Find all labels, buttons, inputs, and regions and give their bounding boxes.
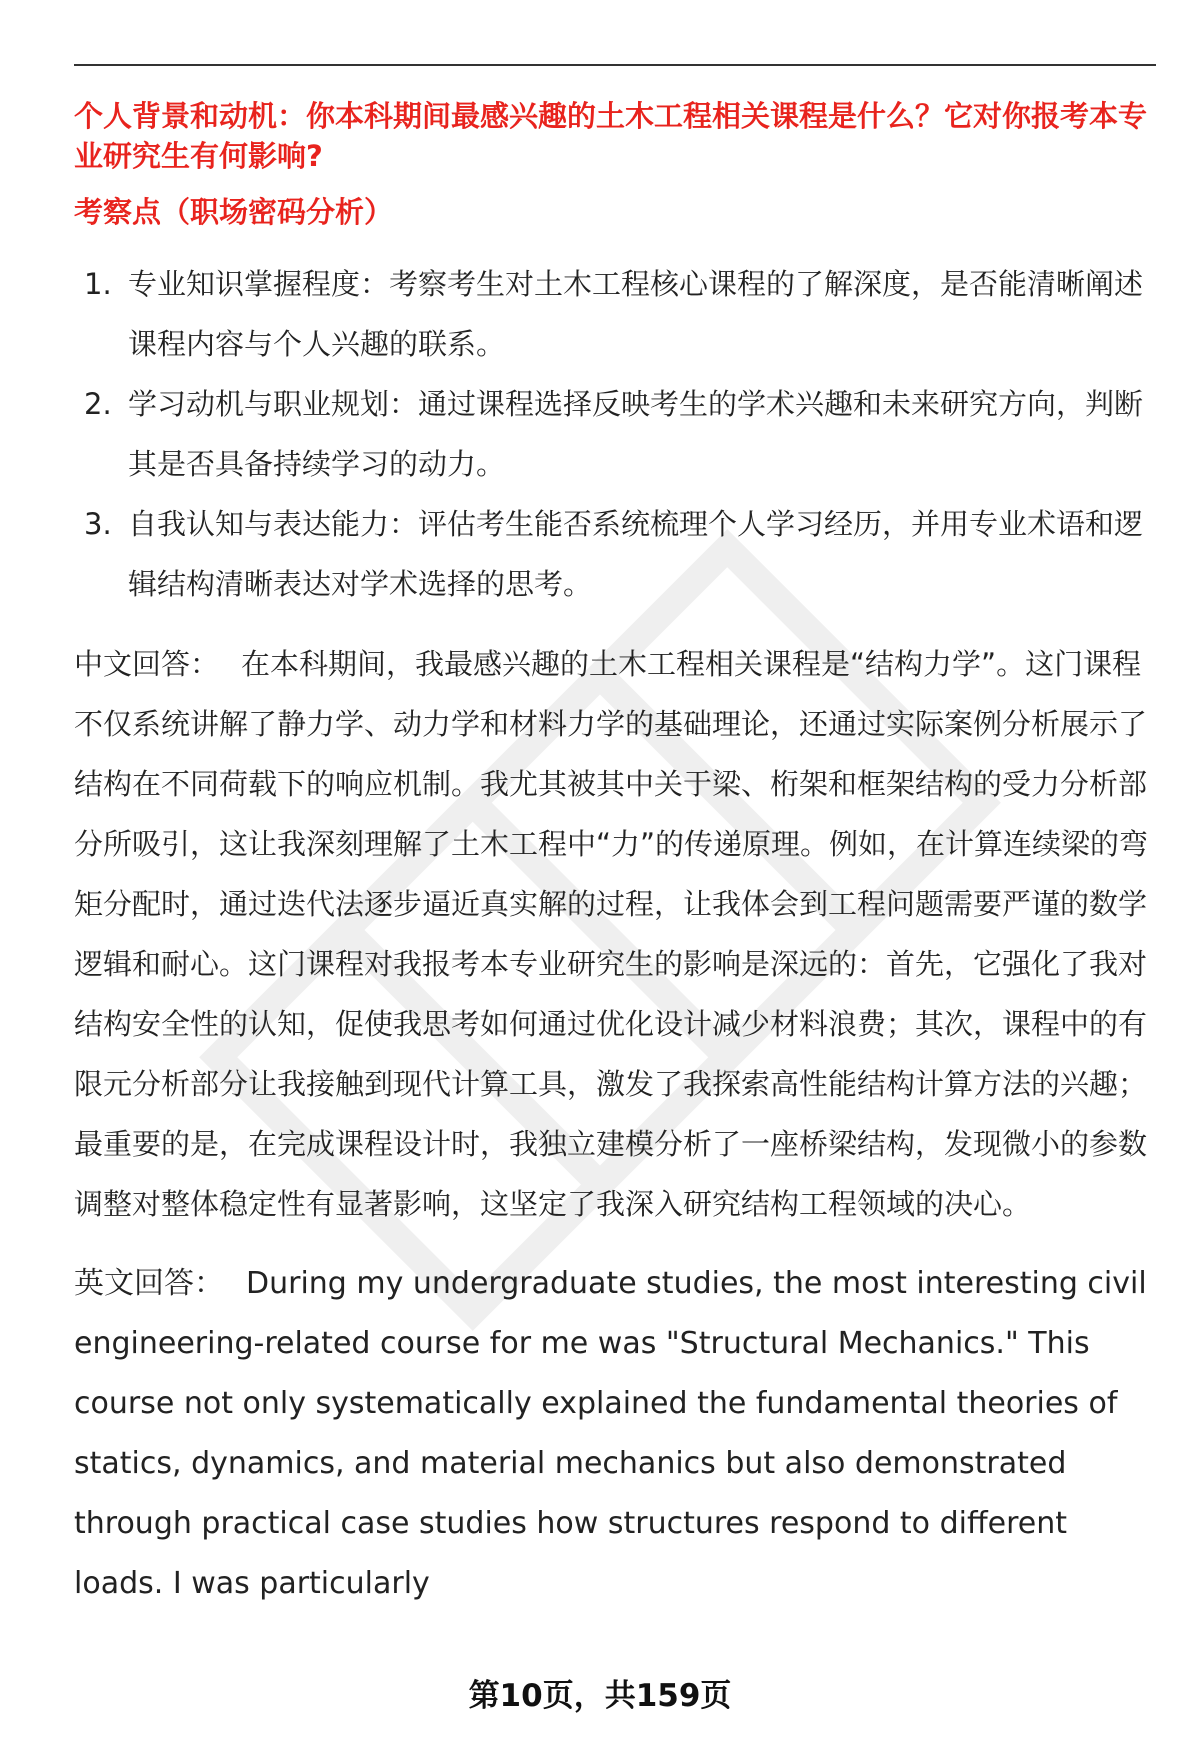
page-number-footer: 第10页，共159页 [468, 1678, 732, 1714]
english-answer-text: During my undergraduate studies, the most interesting civil engineering-related course for me was "Structural Mechanics." This course not only systematically explained the fundamental theories of statics, dynamics, and material mechanics but also demonstrated through practical case studies how structures respond to different loads. I was particularly [74, 1266, 1147, 1601]
chinese-answer-label: 中文回答： [74, 647, 220, 681]
list-item-number: 3. [84, 507, 112, 541]
list-item [74, 494, 1156, 614]
section-title: 考察点（职场密码分析） [74, 195, 394, 229]
list-item [74, 374, 1156, 494]
list-item-text: 学习动机与职业规划：通过课程选择反映考生的学术兴趣和未来研究方向，判断其是否具备持续学习的动力。 [128, 387, 1144, 481]
assessment-points-list [74, 254, 1156, 614]
english-answer [74, 1254, 1156, 1614]
list-item-text: 自我认知与表达能力：评估考生能否系统梳理个人学习经历，并用专业术语和逻辑结构清晰表达对学术选择的思考。 [128, 507, 1144, 601]
list-item [74, 254, 1156, 374]
question-heading: 个人背景和动机：你本科期间最感兴趣的土木工程相关课程是什么？它对你报考本专业研究生有何影响? [74, 99, 1148, 173]
list-item-text: 专业知识掌握程度：考察考生对土木工程核心课程的了解深度，是否能清晰阐述课程内容与个人兴趣的联系。 [128, 267, 1144, 361]
english-answer-label: 英文回答： [74, 1266, 224, 1301]
page-content [74, 96, 1156, 1614]
list-item-number: 2. [84, 387, 112, 421]
chinese-answer [74, 634, 1156, 1234]
chinese-answer-text: 在本科期间，我最感兴趣的土木工程相关课程是“结构力学”。这门课程不仅系统讲解了静力学、动力学和材料力学的基础理论，还通过实际案例分析展示了结构在不同荷载下的响应机制。我尤其被其中关于梁、桁架和框架结构的受力分析部分所吸引，这让我深刻理解了土木工程中“力”的传递原理。例如，在计算连续梁的弯矩分配时，通过迭代法逐步逼近真实解的过程，让我体会到工程问题需要严谨的数学逻辑和耐心。这门课程对我报考本专业研究生的影响是深远的：首先，它强化了我对结构安全性的认知，促使我思考如何通过优化设计减少材料浪费；其次，课程中的有限元分析部分让我接触到现代计算工具，激发了我探索高性能结构计算方法的兴趣；最重要的是，在完成课程设计时，我独立建模分析了一座桥梁结构，发现微小的参数调整对整体稳定性有显著影响，这坚定了我深入研究结构工程领域的决心。 [74, 647, 1149, 1221]
header-rule [74, 64, 1156, 66]
list-item-number: 1. [84, 267, 112, 301]
